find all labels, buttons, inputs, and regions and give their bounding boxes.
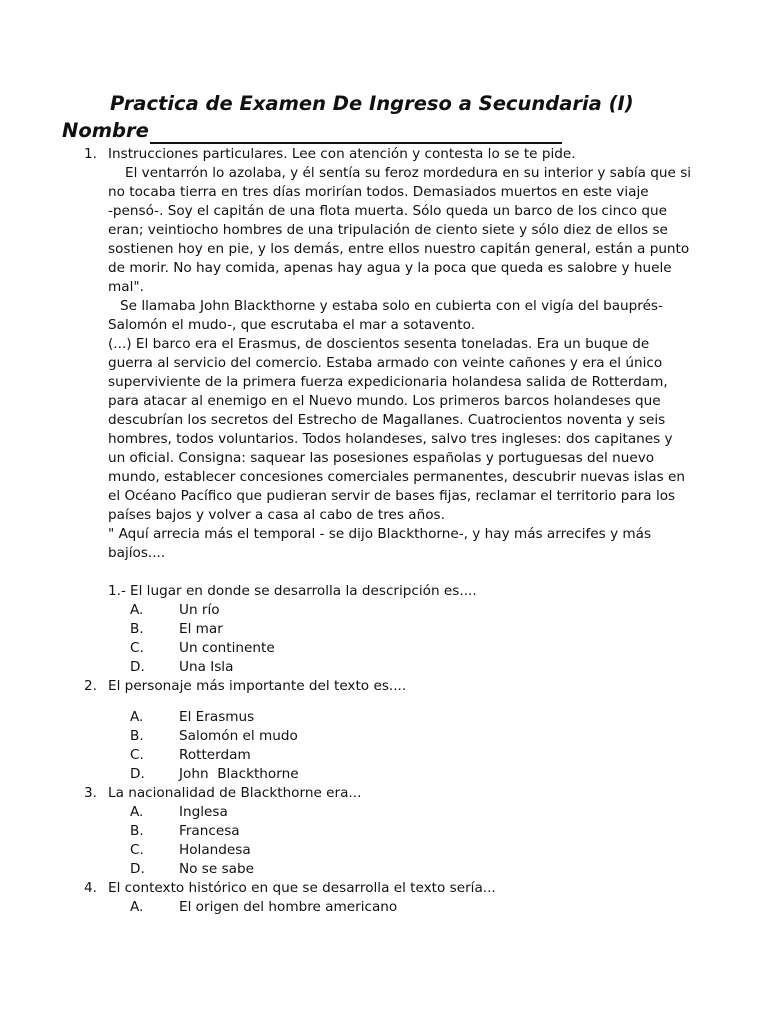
option-text: El origen del hombre americano: [179, 899, 398, 915]
answer-option: [0, 898, 768, 917]
question-text: El lugar en donde se desarrolla la descripción es....: [130, 583, 477, 599]
passage-line: guerra al servicio del comercio. Estaba armado con veinte cañones y era el único: [108, 355, 663, 371]
answer-option: [0, 620, 768, 639]
passage-line: (...) El barco era el Erasmus, de doscientos sesenta toneladas. Era un buque de: [108, 336, 650, 352]
option-text: Una Isla: [179, 659, 234, 675]
option-text: John Blackthorne: [179, 766, 299, 782]
passage-line: " Aquí arrecia más el temporal - se dijo Blackthorne-, y hay más arrecifes y más: [108, 526, 652, 542]
option-text: Inglesa: [179, 804, 228, 820]
answer-option: [0, 765, 768, 784]
answer-option: [0, 803, 768, 822]
exam-body: [0, 145, 768, 917]
passage-line: hombres, todos voluntarios. Todos holandeses, salvo tres ingleses: dos capitanes y: [108, 431, 673, 447]
answer-option: [0, 822, 768, 841]
option-letter: D.: [130, 861, 145, 877]
question-number: 3.: [84, 785, 97, 801]
passage-line: de morir. No hay comida, apenas hay agua y la poca que queda es salobre y huele: [108, 260, 672, 276]
answer-option: [0, 658, 768, 677]
question-number: 1.-: [108, 583, 126, 599]
passage-line: no tocaba tierra en tres días morirían todos. Demasiados muertos en este viaje: [108, 184, 649, 200]
option-letter: D.: [130, 766, 145, 782]
option-text: Un continente: [179, 640, 275, 656]
option-letter: A.: [130, 804, 144, 820]
option-text: Salomón el mudo: [179, 728, 298, 744]
page-title: Practica de Examen De Ingreso a Secundaria (I): [110, 92, 634, 115]
option-text: El mar: [179, 621, 223, 637]
option-text: Un río: [179, 602, 220, 618]
instructions-line: [0, 145, 768, 164]
option-letter: A.: [130, 709, 144, 725]
option-letter: B.: [130, 823, 144, 839]
instructions-text: Instrucciones particulares. Lee con atención y contesta lo se te pide.: [108, 146, 576, 162]
option-letter: D.: [130, 659, 145, 675]
name-field-row: [62, 118, 562, 144]
option-text: No se sabe: [179, 861, 254, 877]
passage-line: sostienen hoy en pie, y los demás, entre ellos nuestro capitán general, están a punto: [108, 241, 690, 257]
instructions-number: 1.: [84, 146, 97, 162]
answer-option: [0, 639, 768, 658]
option-letter: C.: [130, 640, 144, 656]
option-letter: B.: [130, 621, 144, 637]
question-number: 2.: [84, 678, 97, 694]
name-blank-line: [150, 120, 562, 144]
passage-line: superviviente de la primera fuerza expedicionaria holandesa salida de Rotterdam,: [108, 374, 668, 390]
option-text: El Erasmus: [179, 709, 255, 725]
passage-line: eran; veintiocho hombres de una tripulación de ciento siete y sólo diez de ellos se: [108, 222, 668, 238]
option-letter: B.: [130, 728, 144, 744]
passage-line: mal".: [108, 279, 144, 295]
passage-line: el Océano Pacífico que pudieran servir de bases fijas, reclamar el territorio para los: [108, 488, 676, 504]
passage-line: mundo, establecer concesiones comerciales permanentes, descubrir nuevas islas en: [108, 469, 686, 485]
name-label: Nombre: [62, 119, 149, 142]
answer-option: [0, 708, 768, 727]
question-text: La nacionalidad de Blackthorne era...: [108, 785, 362, 801]
reading-passage: [0, 164, 768, 563]
option-letter: A.: [130, 899, 144, 915]
passage-line: descubrían los secretos del Estrecho de Magallanes. Cuatrocientos noventa y seis: [108, 412, 666, 428]
option-text: Francesa: [179, 823, 240, 839]
passage-line: Se llamaba John Blackthorne y estaba solo en cubierta con el vigía del bauprés-: [120, 298, 663, 314]
option-letter: A.: [130, 602, 144, 618]
question-4: [0, 879, 768, 917]
option-text: Holandesa: [179, 842, 251, 858]
passage-line: Salomón el mudo-, que escrutaba el mar a sotavento.: [108, 317, 476, 333]
passage-line: -pensó-. Soy el capitán de una flota muerta. Sólo queda un barco de los cinco que: [108, 203, 668, 219]
question-1: [0, 582, 768, 677]
question-text: El personaje más importante del texto es....: [108, 678, 407, 694]
answer-option: [0, 841, 768, 860]
passage-line: países bajos y volver a casa al cabo de tres años.: [108, 507, 445, 523]
passage-line: bajíos....: [108, 545, 166, 561]
passage-line: para atacar al enemigo en el Nuevo mundo. Los primeros barcos holandeses que: [108, 393, 661, 409]
answer-option: [0, 746, 768, 765]
option-letter: C.: [130, 842, 144, 858]
question-number: 4.: [84, 880, 97, 896]
option-letter: C.: [130, 747, 144, 763]
option-text: Rotterdam: [179, 747, 251, 763]
answer-option: [0, 727, 768, 746]
question-2: [0, 677, 768, 784]
question-3: [0, 784, 768, 879]
passage-line: El ventarrón lo azolaba, y él sentía su feroz mordedura en su interior y sabía que si: [125, 165, 692, 181]
answer-option: [0, 601, 768, 620]
answer-option: [0, 860, 768, 879]
question-text: El contexto histórico en que se desarrolla el texto sería...: [108, 880, 496, 896]
passage-line: un oficial. Consigna: saquear las posesiones españolas y portuguesas del nuevo: [108, 450, 655, 466]
